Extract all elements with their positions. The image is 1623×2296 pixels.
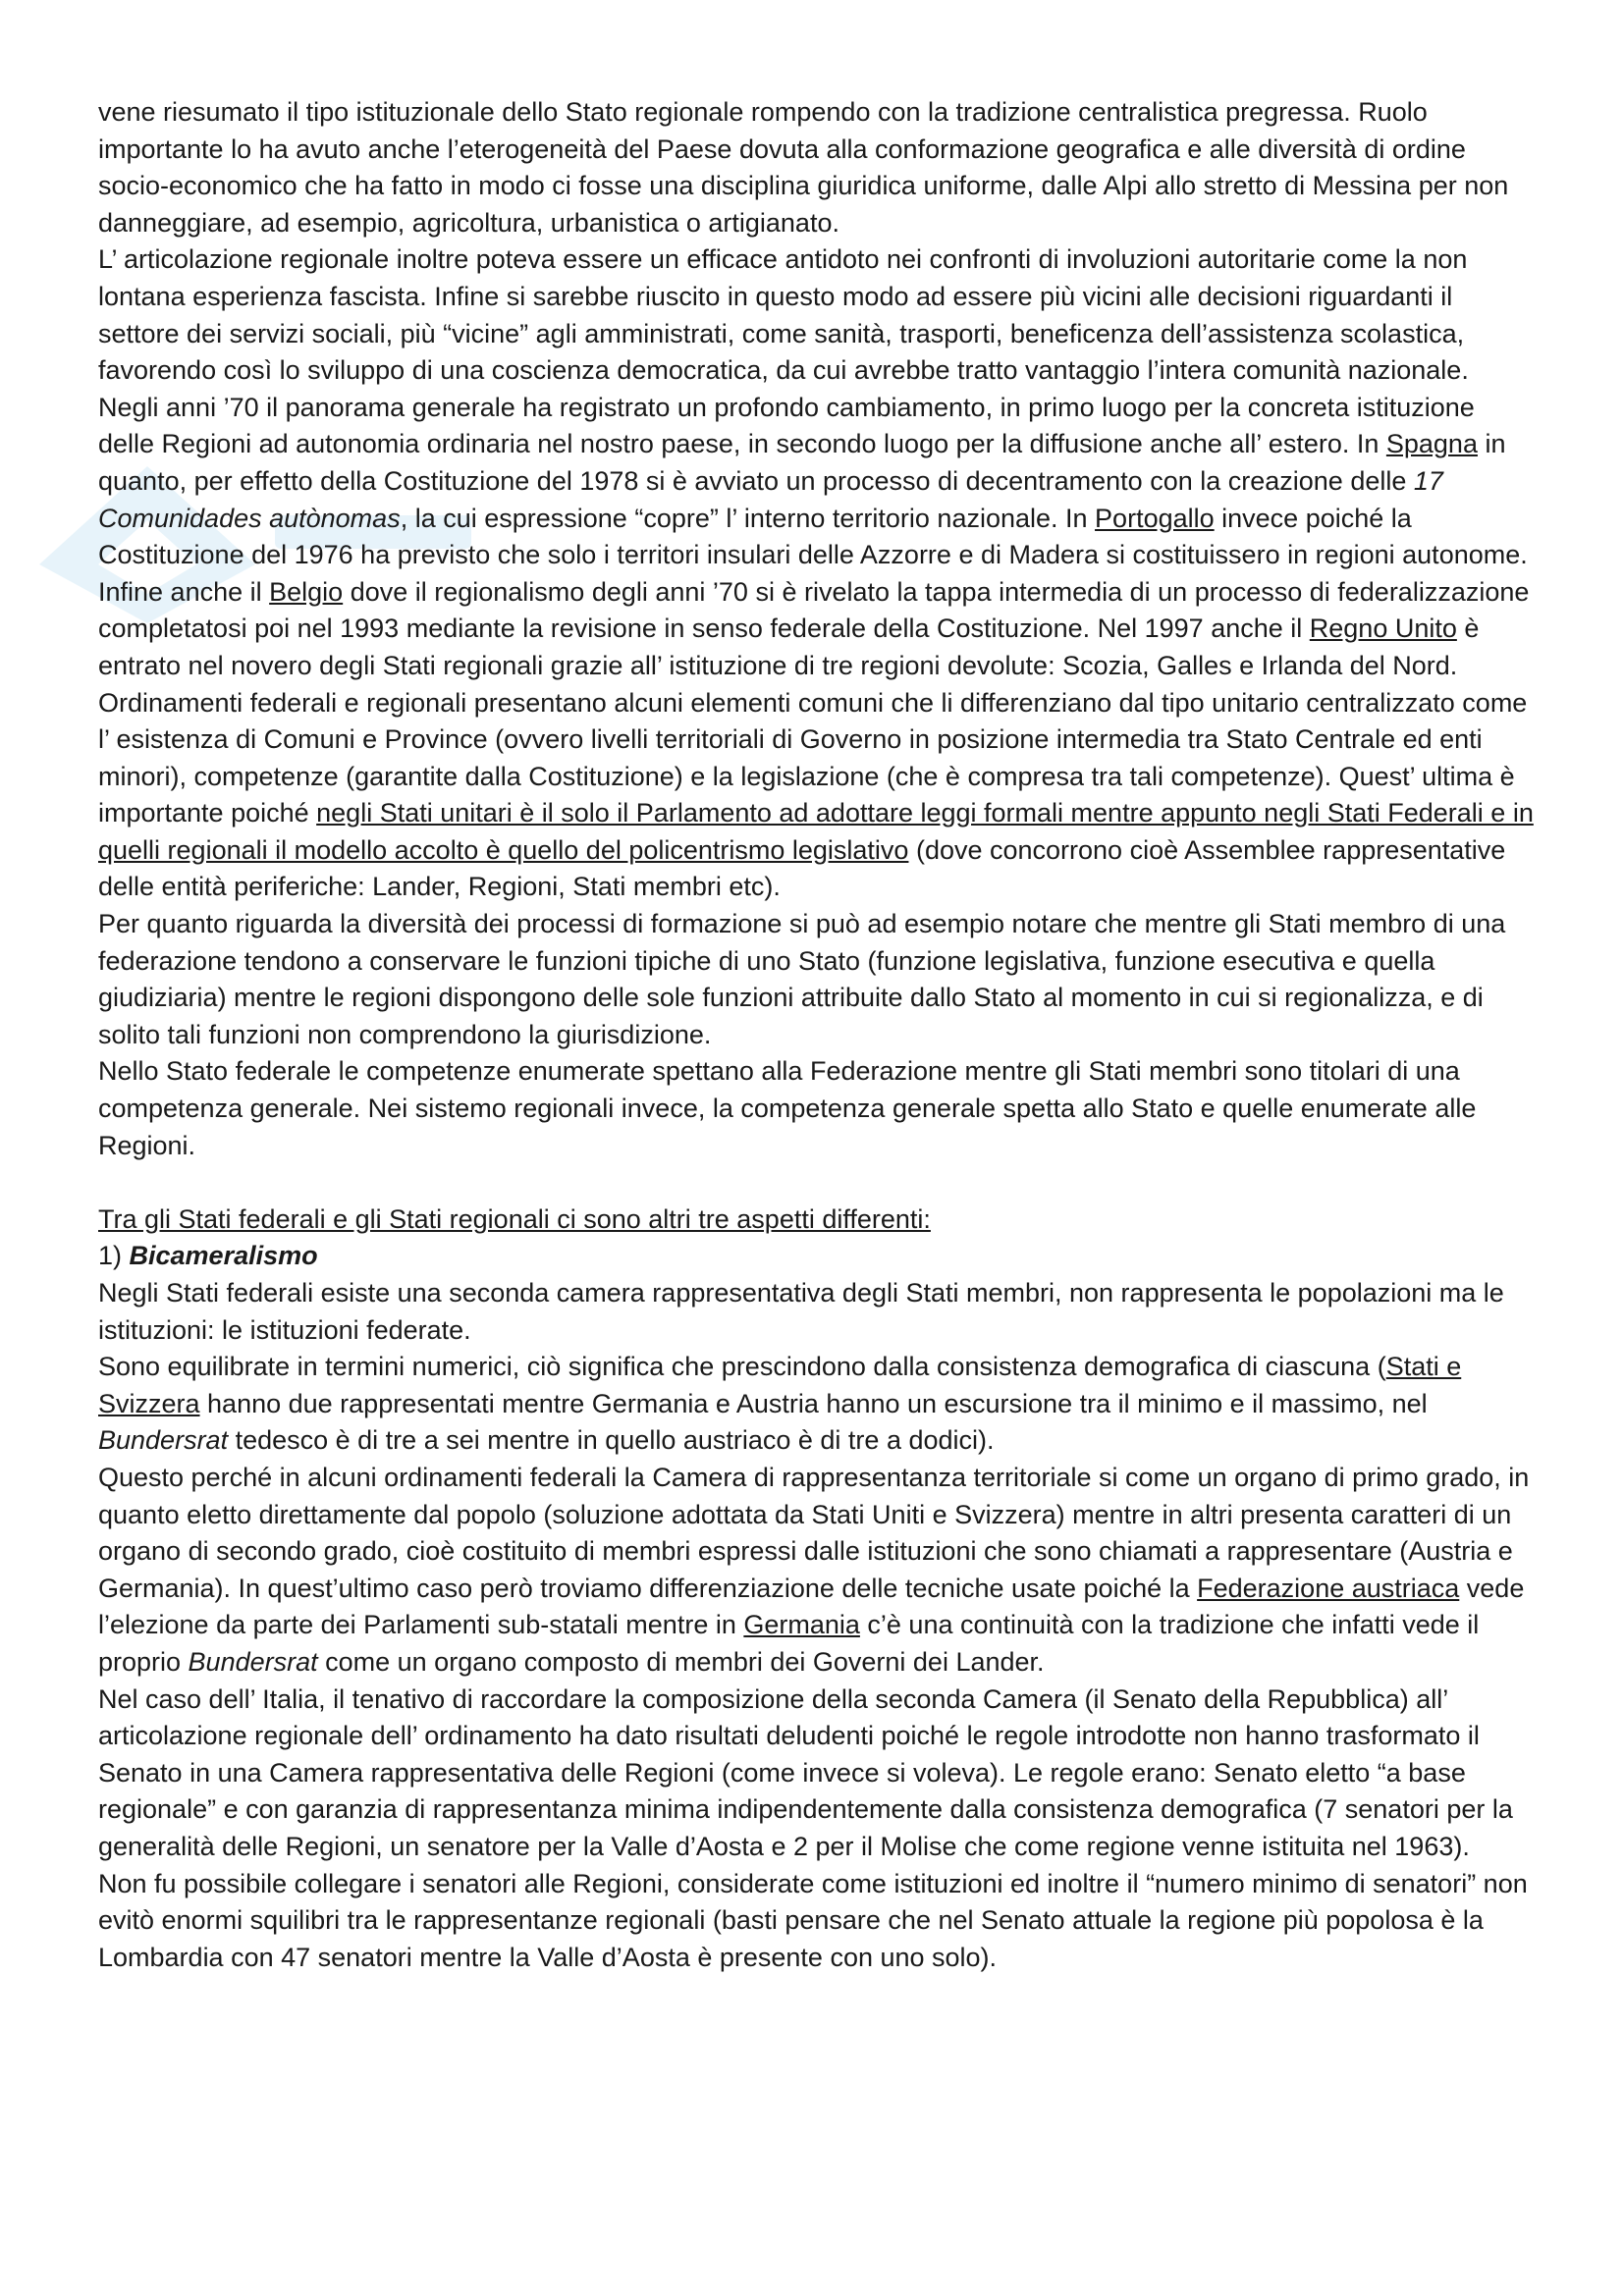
paragraph-p11 — [98, 1460, 1538, 1682]
text-run: dove il regionalismo degli anni ’70 si è rivelato la tappa intermedia di un processo di federalizzazione completatosi poi nel 1993 mediante la revisione in senso federale della Costituzione. Nel 1997 anche il — [98, 576, 1530, 644]
text-run: Nello Stato federale le competenze enumerate spettano alla Federazione mentre gli Stati membri sono titolari di una competenza generale. Nei sistemo regionali invece, la competenza generale spetta allo Stato e quelle enumerate alle Regioni. — [98, 1056, 1477, 1160]
text-run: Per quanto riguarda la diversità dei processi di formazione si può ad esempio notare che mentre gli Stati membro di una federazione tendono a conservare le funzioni tipiche di uno Stato (funzione legislativa, funzione esecutiva e quella giudiziaria) mentre le regioni dispongono delle sole funzioni attribuite dallo Stato al momento in cui si regionalizza, e di solito tali funzioni non comprendono la giurisdizione. — [98, 909, 1506, 1049]
paragraph-p10 — [98, 1349, 1538, 1460]
text-run: Sono equilibrate in termini numerici, ciò significa che prescindono dalla consistenza demografica di ciascuna ( — [98, 1352, 1386, 1382]
text-run: 1) — [98, 1241, 130, 1271]
underlined-text: Belgio — [269, 576, 344, 607]
text-run: in quanto, per effetto della Costituzione del 1978 si è avviato un processo di decentramento con la creazione delle — [98, 429, 1506, 496]
text-run: , la cui espressione “copre” l’ interno territorio nazionale. In — [400, 503, 1096, 533]
italic-text: Bundersrat — [188, 1646, 318, 1677]
text-run: vene riesumato il tipo istituzionale dello Stato regionale rompendo con la tradizione centralistica pregressa. Ruolo importante lo ha avuto anche l’eterogeneità del Paese dovuta alla conformazione geografica e alle diversità di ordine socio-economico che ha fatto in modo ci fosse una disciplina giuridica uniforme, dalle Alpi allo stretto di Messina per non danneggiare, ad esempio, agricoltura, urbanistica o artigianato. — [98, 97, 1509, 238]
paragraph-p3 — [98, 390, 1538, 685]
text-run: è entrato nel novero degli Stati regionali grazie all’ istituzione di tre regioni devolute: Scozia, Galles e Irlanda del Nord. — [98, 614, 1480, 680]
paragraph-p4 — [98, 685, 1538, 907]
underlined-text: Spagna — [1385, 429, 1478, 459]
text-run: L’ articolazione regionale inoltre poteva essere un efficace antidoto nei confronti di involuzioni autoritarie come la non lontana esperienza fascista. Infine si sarebbe riuscito in questo modo ad essere più vicini alle decisioni riguardanti il settore dei servizi sociali, più “vicine” agli amministrati, come sanità, trasporti, beneficenza dell’assistenza scolastica, favorendo così lo sviluppo di una coscienza democratica, da cui avrebbe tratto vantaggio l’intera comunità nazionale. — [98, 244, 1469, 386]
heading-text: Bicameralismo — [129, 1241, 318, 1271]
paragraph-p13 — [98, 1866, 1538, 1977]
paragraph-p7 — [98, 1201, 1538, 1239]
paragraph-p5 — [98, 906, 1538, 1053]
text-run: (dove concorrono cioè Assemblee rappresentative delle entità periferiche: Lander, Regioni, Stati membri etc). — [98, 834, 1506, 902]
text-run: come un organo composto di membri dei Governi dei Lander. — [317, 1646, 1045, 1677]
paragraph-p1 — [98, 94, 1538, 241]
paragraph-p2 — [98, 241, 1538, 389]
underlined-text: Regno Unito — [1309, 614, 1457, 644]
text-run: Negli anni ’70 il panorama generale ha registrato un profondo cambiamento, in primo luogo per la concreta istituzione delle Regioni ad autonomia ordinaria nel nostro paese, in secondo luogo per la diffusione anche all’ estero. In — [98, 392, 1475, 459]
text-run: c’è una continuità con la tradizione che infatti vede il proprio — [98, 1610, 1480, 1677]
underlined-text: Stati e Svizzera — [98, 1352, 1462, 1418]
paragraph-p9 — [98, 1275, 1538, 1349]
text-run: Questo perché in alcuni ordinamenti federali la Camera di rappresentanza territoriale si come un organo di primo grado, in quanto eletto direttamente dal popolo (soluzione adottata da Stati Uniti e Svizzera) mentre in altri presenta caratteri di un organo di secondo grado, cioè costituito di membri espressi dalle istituzioni che sono chiamati a rappresentare (Austria e Germania). In quest’ultimo caso però troviamo differenziazione delle tecniche usate poiché la — [98, 1462, 1530, 1603]
underlined-text: Federazione austriaca — [1197, 1573, 1460, 1603]
italic-text: Bundersrat — [98, 1425, 229, 1456]
underlined-text: Tra gli Stati federali e gli Stati regionali ci sono altri tre aspetti differenti: — [98, 1203, 931, 1234]
underlined-text: negli Stati unitari è il solo il Parlamento ad adottare leggi formali mentre appunto negli Stati Federali e in quelli regionali il modello accolto è quello del policentrismo legislativo — [98, 798, 1534, 865]
underlined-text: Portogallo — [1095, 503, 1215, 533]
paragraph-p12 — [98, 1682, 1538, 1866]
text-run: Non fu possibile collegare i senatori alle Regioni, considerate come istituzioni ed inoltre il “numero minimo di senatori” non evitò enormi squilibri tra le rappresentanze regionali (basti pensare che nel Senato attuale la regione più popolosa è la Lombardia con 47 senatori mentre la Valle d’Aosta è presente con uno solo). — [98, 1868, 1528, 1972]
text-run: Nel caso dell’ Italia, il tenativo di raccordare la composizione della seconda Camera (il Senato della Repubblica) all’ articolazione regionale dell’ ordinamento ha dato risultati deludenti poiché le regole introdotte non hanno trasformato il Senato in una Camera rappresentativa delle Regioni (come invece si voleva). Le regole erano: Senato eletto “a base regionale” e con garanzia di rappresentanza minima indipendentemente dalla consistenza demografica (7 senatori per la generalità delle Regioni, un senatore per la Valle d’Aosta e 2 per il Molise che come regione venne istituita nel 1963). — [98, 1683, 1513, 1861]
paragraph-gap — [98, 1164, 1538, 1201]
text-run: hanno due rappresentati mentre Germania e Austria hanno un escursione tra il minimo e il massimo, nel — [199, 1388, 1428, 1418]
underlined-text: Germania — [743, 1610, 860, 1640]
italic-text: 17 Comunidades autònomas — [98, 465, 1443, 533]
document-page — [98, 94, 1538, 1976]
text-run: Ordinamenti federali e regionali presentano alcuni elementi comuni che li differenziano dal tipo unitario centralizzato come l’ esistenza di Comuni e Province (ovvero livelli territoriali di Governo in posizione intermedia tra Stato Centrale ed enti minori), competenze (garantite dalla Costituzione) e la legislazione (che è compresa tra tali competenze). Quest’ ultima è importante poiché — [98, 687, 1528, 828]
paragraph-p6 — [98, 1053, 1538, 1164]
text-run: Negli Stati federali esiste una seconda camera rappresentativa degli Stati membri, non rappresenta le popolazioni ma le istituzioni: le istituzioni federate. — [98, 1278, 1504, 1345]
text-run: tedesco è di tre a sei mentre in quello austriaco è di tre a dodici). — [228, 1425, 995, 1456]
text-run: vede l’elezione da parte dei Parlamenti sub-statali mentre in — [98, 1573, 1525, 1640]
text-run: invece poiché la Costituzione del 1976 ha previsto che solo i territori insulari delle Azzorre e di Madera si costituissero in regioni autonome. Infine anche il — [98, 503, 1528, 607]
paragraph-p8 — [98, 1238, 1538, 1275]
